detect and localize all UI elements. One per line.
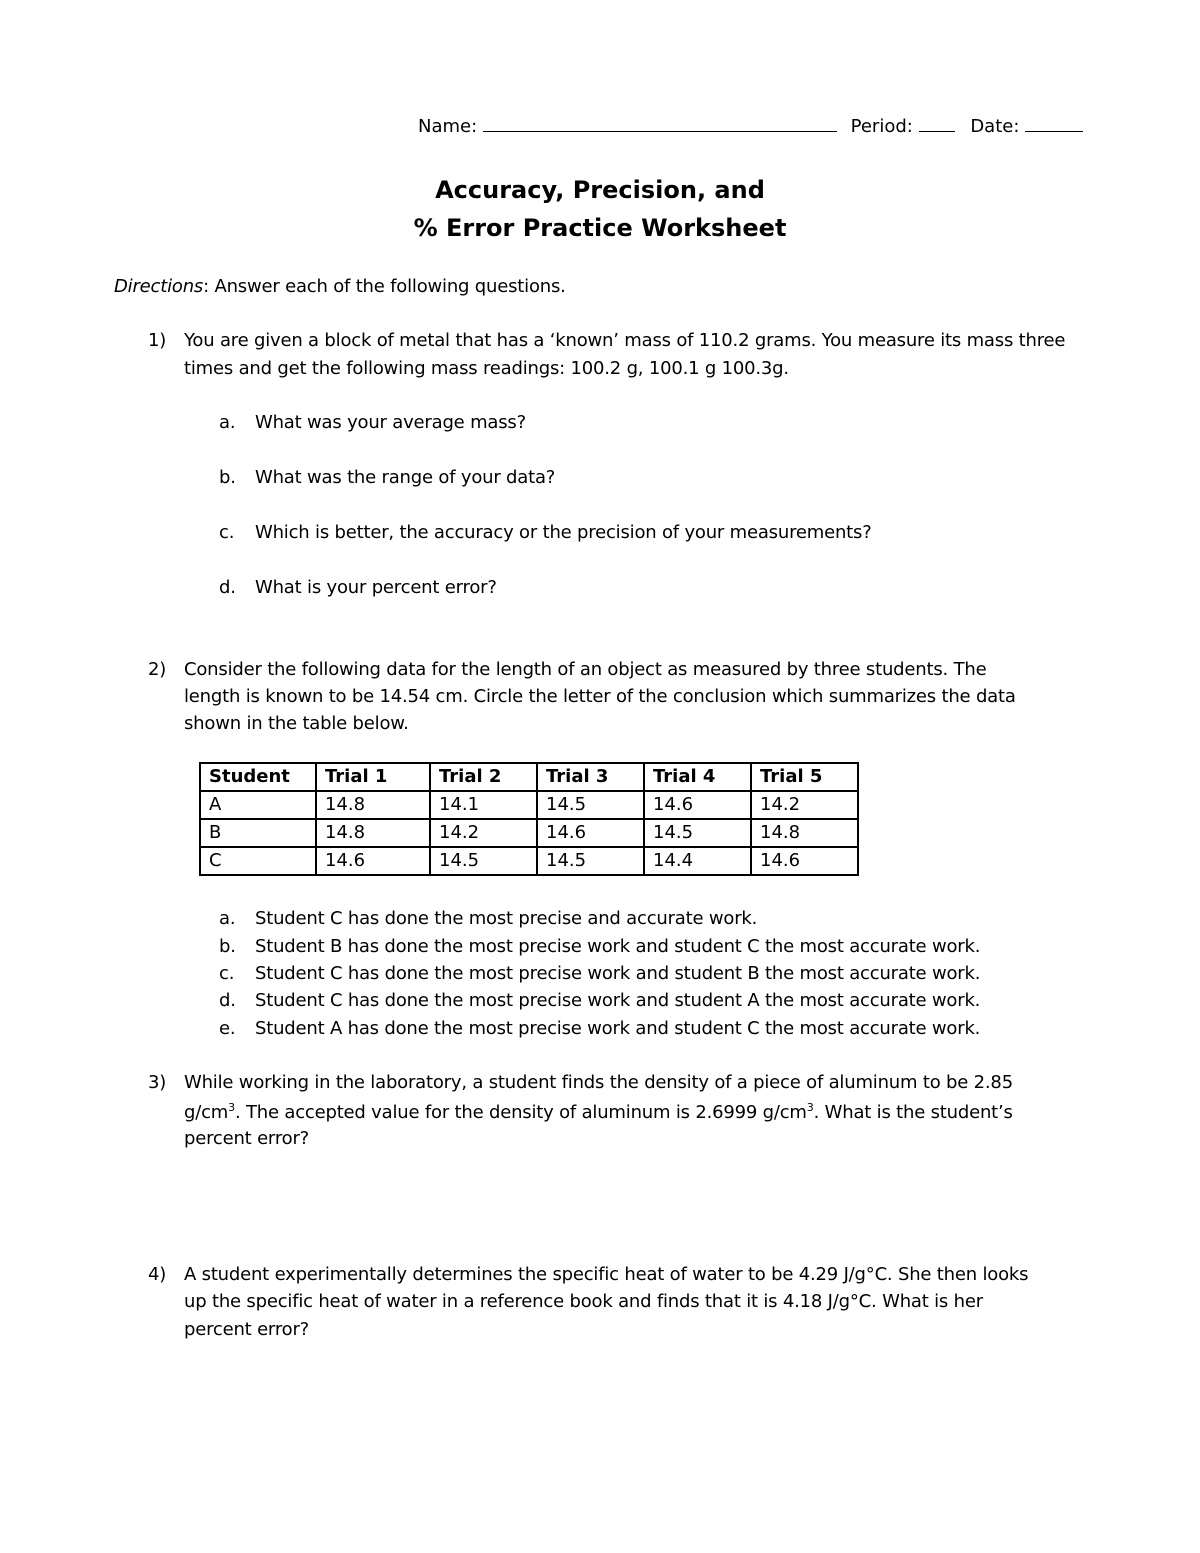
q1-number: 1) bbox=[148, 330, 167, 351]
table-cell: 14.5 bbox=[644, 819, 751, 847]
q1-part-text: What was your average mass? bbox=[255, 412, 526, 433]
table-cell: 14.8 bbox=[316, 819, 430, 847]
table-cell: 14.5 bbox=[537, 847, 644, 875]
table-cell: 14.5 bbox=[537, 791, 644, 819]
q3-line-3: percent error? bbox=[184, 1128, 309, 1149]
q2-choice-letter: c. bbox=[219, 963, 235, 984]
period-label: Period: bbox=[850, 116, 913, 137]
q3-number: 3) bbox=[148, 1072, 167, 1093]
table-cell: 14.8 bbox=[751, 819, 858, 847]
table-header-cell: Trial 1 bbox=[316, 763, 430, 791]
trial-data-table bbox=[199, 762, 859, 876]
q2-choice-text: Student C has done the most precise work and student B the most accurate work. bbox=[255, 963, 981, 984]
q3-line-2-part-b: . The accepted value for the density of aluminum is 2.6999 g/cm bbox=[234, 1102, 807, 1123]
q1-part-letter: a. bbox=[219, 412, 236, 433]
table-cell: B bbox=[200, 819, 316, 847]
table-cell: A bbox=[200, 791, 316, 819]
q3-line-2-part-c: . What is the student’s bbox=[813, 1102, 1013, 1123]
q1-part-text: Which is better, the accuracy or the precision of your measurements? bbox=[255, 522, 872, 543]
q1-part-letter: b. bbox=[219, 467, 236, 488]
table-header-cell: Student bbox=[200, 763, 316, 791]
q2-choice-text: Student C has done the most precise work and student A the most accurate work. bbox=[255, 990, 981, 1011]
q2-line-2: length is known to be 14.54 cm. Circle the letter of the conclusion which summarizes the data bbox=[184, 686, 1016, 707]
header-fields bbox=[418, 116, 1083, 137]
directions bbox=[114, 278, 566, 296]
directions-text: : Answer each of the following questions. bbox=[203, 276, 566, 297]
table-cell: 14.6 bbox=[644, 791, 751, 819]
q2-line-1: Consider the following data for the length of an object as measured by three students. The bbox=[184, 659, 987, 680]
table-cell: C bbox=[200, 847, 316, 875]
title-line-2: % Error Practice Worksheet bbox=[413, 214, 787, 242]
q3-line-2 bbox=[184, 1102, 1013, 1122]
period-blank bbox=[919, 117, 955, 132]
q1-line-2: times and get the following mass readings: 100.2 g, 100.1 g 100.3g. bbox=[184, 358, 789, 379]
q1-part-letter: d. bbox=[219, 577, 236, 598]
q1-part-text: What was the range of your data? bbox=[255, 467, 556, 488]
table-row bbox=[200, 791, 858, 819]
table-cell: 14.2 bbox=[751, 791, 858, 819]
q4-line-3: percent error? bbox=[184, 1319, 309, 1340]
superscript: 3 bbox=[228, 1101, 235, 1114]
table-cell: 14.5 bbox=[430, 847, 537, 875]
q2-choice-text: Student C has done the most precise and accurate work. bbox=[255, 908, 758, 929]
table-cell: 14.6 bbox=[316, 847, 430, 875]
table-row bbox=[200, 819, 858, 847]
q4-line-1: A student experimentally determines the specific heat of water to be 4.29 J/g°C. She then looks bbox=[184, 1264, 1029, 1285]
q2-line-3: shown in the table below. bbox=[184, 713, 409, 734]
table-cell: 14.4 bbox=[644, 847, 751, 875]
q1-part-text: What is your percent error? bbox=[255, 577, 497, 598]
table-header-row bbox=[200, 763, 858, 791]
q3-line-2-part-a: g/cm bbox=[184, 1102, 229, 1123]
table-header-cell: Trial 2 bbox=[430, 763, 537, 791]
q2-choice-letter: b. bbox=[219, 936, 236, 957]
q3-line-1: While working in the laboratory, a student finds the density of a piece of aluminum to be 2.85 bbox=[184, 1072, 1013, 1093]
table-header-cell: Trial 5 bbox=[751, 763, 858, 791]
q4-line-2: up the specific heat of water in a reference book and finds that it is 4.18 J/g°C. What is her bbox=[184, 1291, 983, 1312]
table-cell: 14.2 bbox=[430, 819, 537, 847]
q2-number: 2) bbox=[148, 659, 167, 680]
name-label: Name: bbox=[418, 116, 478, 137]
directions-label: Directions bbox=[114, 276, 204, 297]
table-row bbox=[200, 847, 858, 875]
q2-choice-letter: a. bbox=[219, 908, 236, 929]
table-header-cell: Trial 4 bbox=[644, 763, 751, 791]
superscript: 3 bbox=[806, 1101, 814, 1114]
q4-number: 4) bbox=[148, 1264, 167, 1285]
table-cell: 14.8 bbox=[316, 791, 430, 819]
title-line-1: Accuracy, Precision, and bbox=[435, 176, 765, 204]
name-blank bbox=[483, 117, 837, 132]
date-label: Date: bbox=[970, 116, 1020, 137]
q2-choice-letter: e. bbox=[219, 1018, 236, 1039]
table-cell: 14.1 bbox=[430, 791, 537, 819]
q1-line-1: You are given a block of metal that has a ‘known’ mass of 110.2 grams. You measure its mass three bbox=[184, 330, 1066, 351]
q2-choice-text: Student A has done the most precise work and student C the most accurate work. bbox=[255, 1018, 981, 1039]
table-cell: 14.6 bbox=[537, 819, 644, 847]
table-header-cell: Trial 3 bbox=[537, 763, 644, 791]
table-cell: 14.6 bbox=[751, 847, 858, 875]
q1-part-letter: c. bbox=[219, 522, 235, 543]
date-blank bbox=[1025, 117, 1083, 132]
q2-choice-text: Student B has done the most precise work and student C the most accurate work. bbox=[255, 936, 981, 957]
q2-choice-letter: d. bbox=[219, 990, 236, 1011]
